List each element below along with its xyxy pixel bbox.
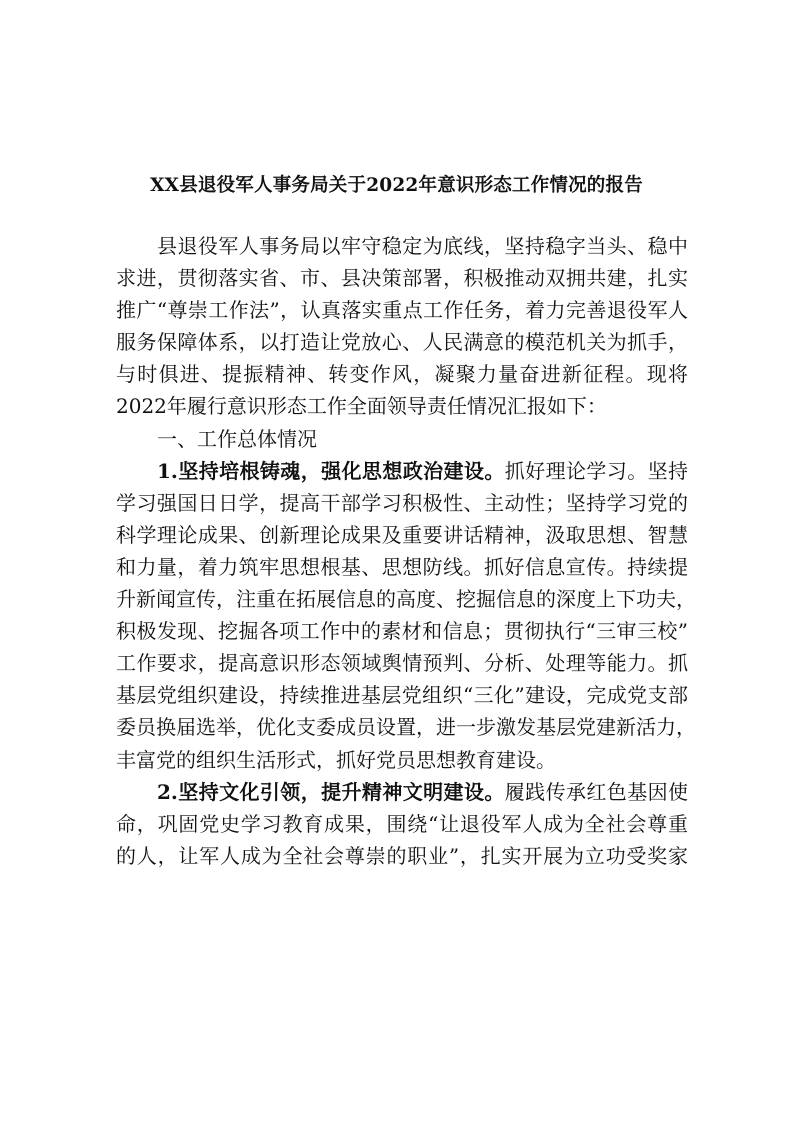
item1-line: 委员换届选举，优化支委成员设置，进一步激发基层党建新活力， bbox=[116, 715, 696, 740]
item2-lead: 2.坚持文化引领，提升精神文明建设。 bbox=[157, 779, 505, 804]
item1-first-line-rest: 抓好理论学习。坚持 bbox=[504, 458, 689, 483]
intro-line: 与时俱进、提振精神、转变作风，凝聚力量奋进新征程。现将 bbox=[116, 362, 688, 387]
item2-first-line bbox=[116, 776, 688, 808]
report-body bbox=[116, 230, 696, 872]
item1-first-line bbox=[116, 455, 688, 487]
report-title: XX县退役军人事务局关于2022年意识形态工作情况的报告 bbox=[150, 175, 643, 196]
intro-line: 县退役军人事务局以牢守稳定为底线，坚持稳字当头、稳中 bbox=[157, 234, 688, 258]
intro-line: 2022年履行意识形态工作全面领导责任情况汇报如下： bbox=[116, 394, 607, 419]
item1-line: 积极发现、挖掘各项工作中的素材和信息；贯彻执行“三审三校” bbox=[116, 619, 688, 644]
item1-line: 基层党组织建设，持续推进基层党组织“三化”建设，完成党支部 bbox=[116, 683, 688, 708]
item1-line: 和力量，着力筑牢思想根基、思想防线。抓好信息宣传。持续提 bbox=[116, 554, 688, 579]
item1-line: 丰富党的组织生活形式，抓好党员思想教育建设。 bbox=[116, 747, 556, 772]
item2-line: 的人，让军人成为全社会尊崇的职业”，扎实开展为立功受奖家 bbox=[116, 843, 688, 868]
item1-lead: 1.坚持培根铸魂，强化思想政治建设。 bbox=[157, 458, 505, 483]
item2-first-line-rest: 履践传承红色基因使 bbox=[504, 779, 689, 804]
item1-line: 工作要求，提高意识形态领域舆情预判、分析、处理等能力。抓 bbox=[116, 651, 688, 676]
intro-line: 推广“尊崇工作法”，认真落实重点工作任务，着力完善退役军人 bbox=[116, 298, 688, 323]
item1-line: 学习强国日日学，提高干部学习积极性、主动性；坚持学习党的 bbox=[116, 490, 688, 515]
section-heading: 一、工作总体情况 bbox=[157, 426, 317, 451]
intro-line: 服务保障体系，以打造让党放心、人民满意的模范机关为抓手， bbox=[116, 330, 688, 355]
item1-line: 科学理论成果、创新理论成果及重要讲话精神，汲取思想、智慧 bbox=[116, 522, 688, 547]
intro-line: 求进，贯彻落实省、市、县决策部署，积极推动双拥共建，扎实 bbox=[116, 266, 688, 291]
item2-line: 命，巩固党史学习教育成果，围绕“让退役军人成为全社会尊重 bbox=[116, 811, 688, 836]
item1-line: 升新闻宣传，注重在拓展信息的高度、挖掘信息的深度上下功夫， bbox=[116, 587, 696, 612]
